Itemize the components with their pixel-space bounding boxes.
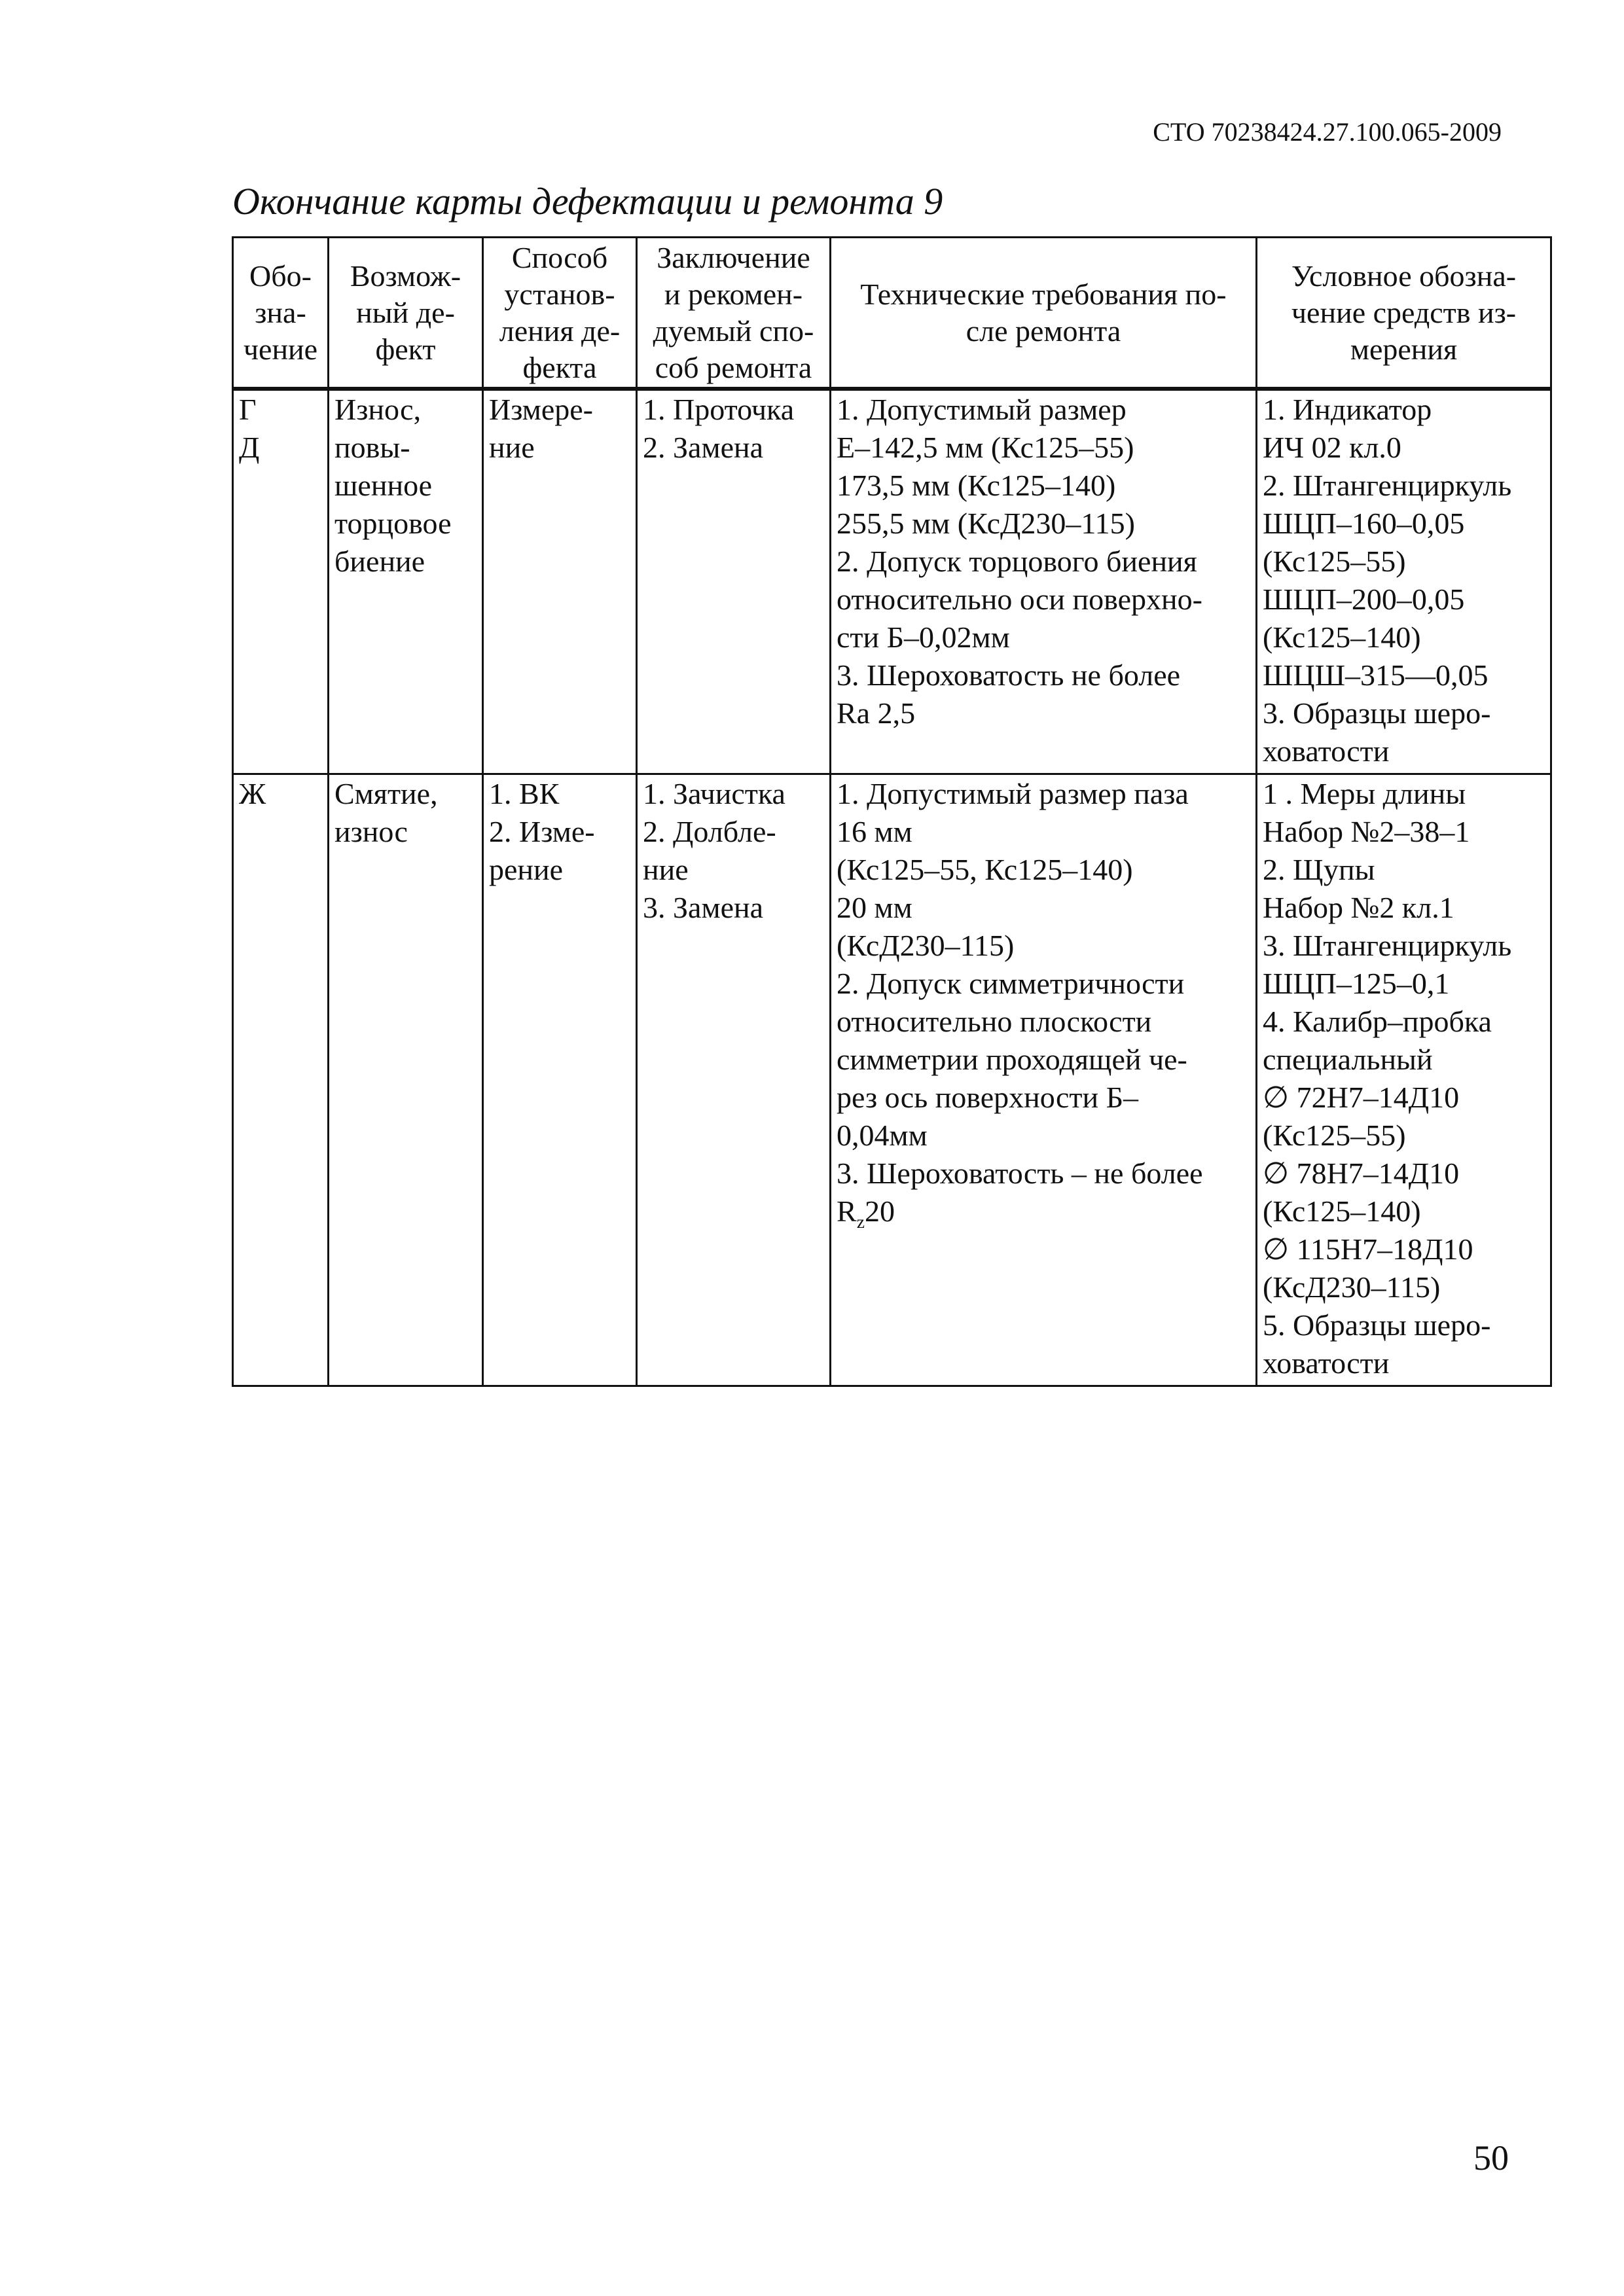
cell-detection-method: [483, 774, 637, 1386]
cell-line: ∅ 72Н7–14Д10: [1263, 1081, 1460, 1114]
cell-line: установ-: [504, 277, 615, 311]
table-header-row: [233, 238, 1551, 389]
table-row: [233, 774, 1551, 1386]
cell-line: ШЦП–200–0,05: [1263, 583, 1465, 616]
cell-detection-method: [483, 389, 637, 774]
cell-line: Технические требования по-: [860, 277, 1227, 311]
cell-line: 1. Допустимый размер паза: [837, 777, 1189, 810]
cell-conclusion: [637, 389, 831, 774]
cell-lines: [837, 775, 1253, 1241]
cell-line: сти Б–0,02мм: [837, 620, 1010, 654]
cell-line: 255,5 мм (КсД230–115): [837, 507, 1135, 540]
cell-line: 2. Изме-: [489, 815, 595, 848]
cell-line: ховатости: [1263, 734, 1390, 768]
cell-lines: [1263, 391, 1547, 770]
header-possible-defect: [329, 238, 483, 389]
cell-line: Е–142,5 мм (Кс125–55): [837, 431, 1134, 464]
cell-line: Условное обозна-: [1291, 259, 1517, 293]
cell-technical-requirements: [831, 389, 1257, 774]
cell-line: ховатости: [1263, 1346, 1390, 1380]
cell-line: ∅ 78Н7–14Д10: [1263, 1157, 1460, 1190]
cell-line: (Кс125–140): [1263, 620, 1421, 654]
cell-line: (Кс125–55, Кс125–140): [837, 853, 1133, 886]
cell-lines: [643, 775, 827, 927]
cell-lines: [334, 391, 479, 581]
cell-line: (Кс125–140): [1263, 1194, 1421, 1228]
cell-line: мерения: [1350, 332, 1458, 366]
cell-line: Ж: [239, 777, 266, 810]
cell-line: торцовое: [334, 507, 452, 540]
cell-line: Измере-: [489, 393, 594, 426]
cell-line: сле ремонта: [965, 314, 1121, 348]
cell-line: 1. Допустимый размер: [837, 393, 1127, 426]
cell-line: (КсД230–115): [1263, 1270, 1441, 1304]
cell-lines: [1260, 258, 1547, 368]
cell-line: относительно оси поверхно-: [837, 583, 1202, 616]
cell-line: 3. Шероховатость не более: [837, 658, 1181, 692]
cell-lines: [239, 391, 325, 467]
cell-line: относительно плоскости: [837, 1005, 1152, 1038]
table-caption: Окончание карты дефектации и ремонта 9: [232, 180, 943, 223]
cell-lines: [489, 775, 633, 889]
cell-line: ный де-: [356, 295, 455, 329]
cell-lines: [837, 391, 1253, 732]
cell-possible-defect: [329, 389, 483, 774]
cell-lines: [1263, 775, 1547, 1382]
cell-line: 2. Долбле-: [643, 815, 776, 848]
cell-line: ШЦШ–315—0,05: [1263, 658, 1489, 692]
cell-line: и рекомен-: [664, 277, 803, 311]
cell-line: рение: [489, 853, 564, 886]
cell-line: 3. Штангенциркуль: [1263, 929, 1512, 962]
page-number: 50: [1473, 2138, 1509, 2178]
cell-line: Смятие,: [334, 777, 438, 810]
cell-line: симметрии проходящей че-: [837, 1043, 1187, 1076]
cell-line: 16 мм: [837, 815, 912, 848]
cell-line: 2. Допуск торцового биения: [837, 545, 1197, 578]
cell-line: Заключение: [657, 240, 810, 274]
cell-line: 1 . Меры длины: [1263, 777, 1466, 810]
cell-line: 1. Зачистка: [643, 777, 785, 810]
cell-line: Г: [239, 393, 257, 426]
cell-lines: [334, 775, 479, 851]
cell-measuring-tools: [1257, 774, 1551, 1386]
table-row: [233, 389, 1551, 774]
cell-line: ления де-: [499, 314, 621, 348]
cell-line: Набор №2 кл.1: [1263, 891, 1454, 924]
cell-line: 2. Допуск симметричности: [837, 967, 1185, 1000]
cell-lines: [834, 276, 1253, 350]
header-technical-requirements: [831, 238, 1257, 389]
cell-line: зна-: [255, 295, 306, 329]
cell-lines: [332, 258, 479, 368]
cell-line: 5. Образцы шеро-: [1263, 1308, 1491, 1342]
cell-lines: [239, 775, 325, 813]
cell-lines: [640, 240, 827, 386]
cell-line: Износ,: [334, 393, 422, 426]
cell-line: Способ: [511, 240, 608, 274]
header-designation: [233, 238, 329, 389]
cell-line: дуемый спо-: [653, 314, 814, 348]
cell-possible-defect: [329, 774, 483, 1386]
cell-line: фект: [375, 332, 436, 366]
cell-line: 3. Шероховатость – не более: [837, 1157, 1203, 1190]
cell-technical-requirements: [831, 774, 1257, 1386]
cell-line: ШЦП–125–0,1: [1263, 967, 1450, 1000]
cell-line: повы-: [334, 431, 410, 464]
cell-line: фекта: [522, 350, 597, 384]
cell-line: 3. Замена: [643, 891, 764, 924]
cell-line: 0,04мм: [837, 1119, 928, 1152]
cell-lines: [236, 258, 325, 368]
header-detection-method: [483, 238, 637, 389]
cell-line: Ra 2,5: [837, 696, 916, 730]
cell-line: 1. Проточка: [643, 393, 795, 426]
cell-line: $R_z20$: [837, 1194, 895, 1232]
cell-line: 2. Штангенциркуль: [1263, 469, 1512, 502]
cell-lines: [486, 240, 633, 386]
cell-designation: [233, 389, 329, 774]
cell-line: 20 мм: [837, 891, 912, 924]
cell-line: (Кс125–55): [1263, 545, 1406, 578]
cell-line: 1. Индикатор: [1263, 393, 1432, 426]
cell-line: ∅ 115Н7–18Д10: [1263, 1232, 1473, 1266]
cell-line: износ: [334, 815, 408, 848]
cell-designation: [233, 774, 329, 1386]
cell-line: 1. ВК: [489, 777, 560, 810]
cell-line: чение средств из-: [1291, 295, 1517, 329]
cell-line: (Кс125–55): [1263, 1119, 1406, 1152]
cell-line: ИЧ 02 кл.0: [1263, 431, 1401, 464]
cell-line: биение: [334, 545, 425, 578]
cell-line: специальный: [1263, 1043, 1433, 1076]
cell-line: Возмож-: [350, 259, 461, 293]
cell-lines: [643, 391, 827, 467]
cell-line: Обо-: [249, 259, 312, 293]
cell-line: ШЦП–160–0,05: [1263, 507, 1465, 540]
cell-line: 3. Образцы шеро-: [1263, 696, 1491, 730]
cell-line: 4. Калибр–пробка: [1263, 1005, 1492, 1038]
cell-line: шенное: [334, 469, 433, 502]
cell-line: Набор №2–38–1: [1263, 815, 1470, 848]
cell-line: ние: [643, 853, 689, 886]
cell-measuring-tools: [1257, 389, 1551, 774]
cell-line: 2. Замена: [643, 431, 764, 464]
cell-line: Д: [239, 431, 260, 464]
cell-line: (КсД230–115): [837, 929, 1015, 962]
header-conclusion: [637, 238, 831, 389]
header-measuring-tools: [1257, 238, 1551, 389]
document-code: СТО 70238424.27.100.065-2009: [1153, 117, 1502, 147]
cell-lines: [489, 391, 633, 467]
cell-line: рез ось поверхности Б–: [837, 1081, 1138, 1114]
cell-line: соб ремонта: [655, 350, 812, 384]
defect-repair-table: [232, 236, 1552, 1387]
cell-line: 173,5 мм (Кс125–140): [837, 469, 1116, 502]
cell-line: чение: [243, 332, 318, 366]
cell-line: ние: [489, 431, 535, 464]
cell-line: 2. Щупы: [1263, 853, 1375, 886]
cell-conclusion: [637, 774, 831, 1386]
